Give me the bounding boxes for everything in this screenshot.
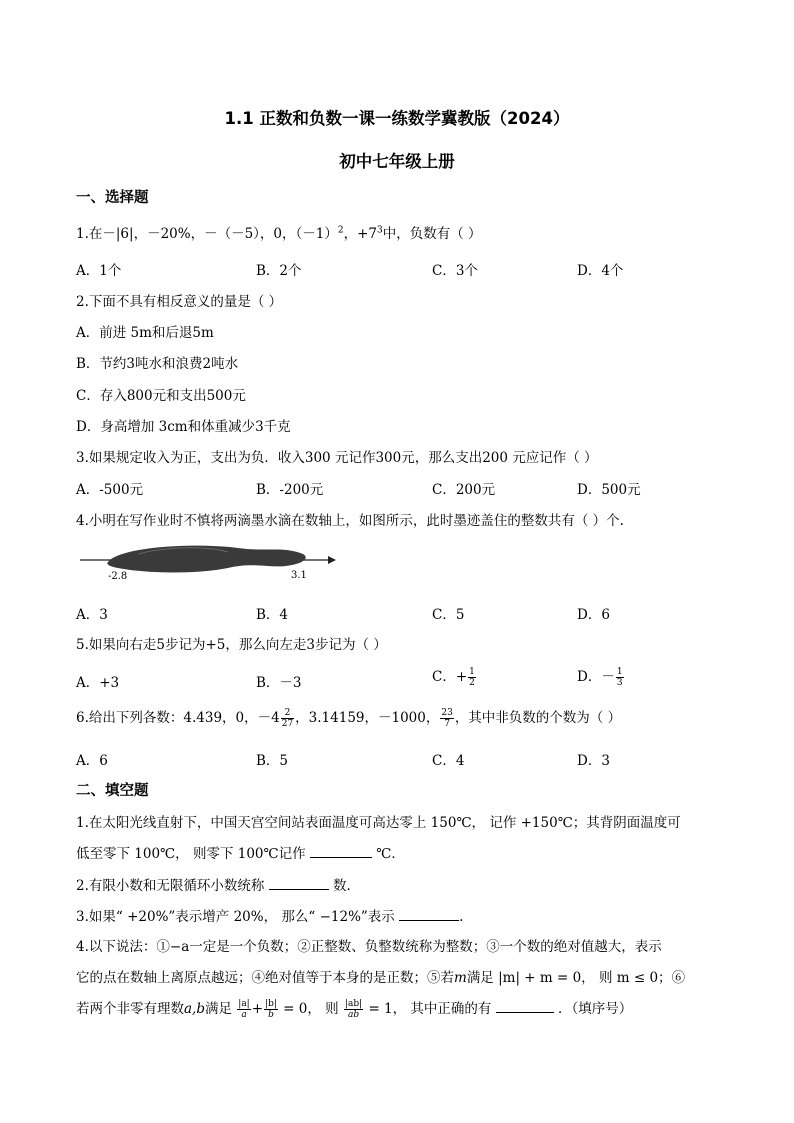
- fraction-numerator: 2: [281, 708, 294, 719]
- q3-option-b[interactable]: B．-200元: [256, 482, 324, 498]
- q6-stem-part-c: ，其中非负数的个数为（ ）: [454, 710, 622, 726]
- q3-option-c[interactable]: C．200元: [432, 482, 496, 498]
- q4-option-d[interactable]: D．6: [577, 607, 610, 623]
- fill-4-fraction-a: [237, 999, 250, 1020]
- fill-2-text-a: 2.有限小数和无限循环小数统称: [76, 878, 265, 894]
- fill-1-text-a: 低至零下 100℃， 则零下 100℃记作: [76, 846, 306, 862]
- fill-2-text-b: 数．: [332, 878, 360, 894]
- q5-option-c-prefix: C．+: [432, 669, 468, 685]
- q5-option-c-fraction: [468, 667, 476, 688]
- fill-4-plus: +: [251, 1001, 264, 1017]
- fill-4-text-g: = 0， 则: [283, 1001, 339, 1017]
- fill-3-answer-blank[interactable]: [399, 908, 459, 921]
- fill-4-line-1: [76, 935, 662, 955]
- page-subtitle: 初中七年级上册: [339, 152, 455, 171]
- section-heading-fill: 二、填空题: [76, 783, 149, 799]
- fill-4-text-c: 它的点在数轴上离原点越远；④绝对值等于本身的是正数；⑤若: [76, 970, 454, 986]
- q1-exponent-2: 3: [376, 225, 383, 236]
- fill-4-text-d: 满足 |m| + m = 0， 则 m ≤ 0；: [466, 970, 672, 986]
- q1-stem-part-b: ，+7: [343, 226, 377, 242]
- fill-4-line-3: [76, 997, 632, 1020]
- fraction-denominator: 2: [469, 678, 475, 688]
- fill-4-statement-1: ①: [156, 939, 170, 955]
- fill-4-var-m: m: [454, 970, 467, 986]
- number-line-arrow-icon: [328, 556, 336, 564]
- q5-option-a[interactable]: A．+3: [76, 675, 120, 691]
- q6-stem-part-b: ，3.14159，－1000，: [295, 710, 440, 726]
- section-heading-choice: 一、选择题: [76, 190, 149, 206]
- fill-4-fraction-ab: [344, 999, 363, 1020]
- question-6-stem: [76, 706, 621, 729]
- number-line-ink-figure: [78, 540, 338, 584]
- question-1-stem: [76, 222, 482, 242]
- q6-option-d[interactable]: D．3: [577, 753, 610, 769]
- q6-stem-part-a: 6.给出下列各数：4.439，0，－4: [76, 710, 280, 726]
- q1-stem-part-c: 中，负数有（ ）: [382, 226, 482, 242]
- q6-option-a[interactable]: A．6: [76, 753, 108, 769]
- fill-1-line-2: [76, 842, 405, 862]
- q2-option-c[interactable]: C．存入800元和支出500元: [76, 388, 246, 404]
- q4-option-a[interactable]: A．3: [76, 607, 108, 623]
- fill-3-text-a: 3.如果“ +20%”表示增产 20%， 那么“ −12%”表示: [76, 909, 395, 925]
- q5-option-d-fraction: [616, 667, 624, 688]
- fraction-numerator: |b|: [265, 999, 277, 1009]
- ink-blot-shape: [107, 546, 305, 573]
- fill-3: [76, 905, 463, 925]
- fraction-numerator: 1: [469, 667, 475, 677]
- q5-option-d-prefix: D．－: [577, 669, 615, 685]
- fill-2-answer-blank[interactable]: [269, 877, 329, 890]
- question-4-stem: 4.小明在写作业时不慎将两滴墨水滴在数轴上，如图所示，此时墨迹盖住的整数共有（ ）个.: [76, 513, 624, 529]
- q2-option-b[interactable]: B．节约3吨水和浪费2吨水: [76, 356, 239, 372]
- fraction-denominator: b: [268, 1010, 274, 1020]
- fill-4-line-2: [76, 966, 685, 986]
- fraction-denominator: ab: [347, 1010, 360, 1020]
- q3-option-a[interactable]: A．-500元: [76, 482, 144, 498]
- number-line-left-label: -2.8: [108, 571, 128, 582]
- fill-1-answer-blank[interactable]: [310, 845, 372, 858]
- q2-option-d[interactable]: D．身高增加 3cm和体重减少3千克: [76, 419, 291, 435]
- fill-4-text-i: ．（填序号）: [558, 1001, 633, 1017]
- q1-exponent-1: 2: [337, 225, 344, 236]
- q6-option-b[interactable]: B．5: [256, 753, 289, 769]
- fraction-denominator: 3: [616, 678, 623, 688]
- q5-option-d[interactable]: [577, 665, 625, 688]
- number-line-right-label: 3.1: [291, 570, 307, 581]
- fraction-denominator: a: [241, 1010, 247, 1020]
- fraction-denominator: 7: [444, 719, 450, 729]
- fill-4-var-ab: a,b: [184, 1001, 205, 1017]
- question-3-stem: 3.如果规定收入为正，支出为负．收入300 元记作300元，那么支出200 元应记作（ ）: [76, 450, 598, 466]
- fill-1-text-b: ℃．: [376, 846, 405, 862]
- fraction-numerator: 1: [616, 667, 623, 677]
- fraction-denominator: 27: [281, 719, 294, 729]
- q1-option-a[interactable]: A．1个: [76, 263, 122, 279]
- fraction-numerator: |a|: [238, 999, 250, 1009]
- question-5-stem: 5.如果向右走5步记为+5，那么向左走3步记为（ ）: [76, 637, 387, 653]
- q1-option-c[interactable]: C．3个: [432, 263, 478, 279]
- fraction-numerator: |ab|: [344, 999, 363, 1009]
- page-title: 1.1 正数和负数一课一练数学冀教版（2024）: [224, 109, 570, 128]
- fraction-numerator: 23: [441, 708, 453, 718]
- fill-4-text-f: 满足: [204, 1001, 232, 1017]
- question-2-stem: 2.下面不具有相反意义的量是（ ）: [76, 294, 283, 310]
- q5-option-b[interactable]: B．－3: [256, 675, 302, 691]
- fill-1-line-1: 1.在太阳光线直射下，中国天宫空间站表面温度可高达零上 150℃， 记作 +150℃；其背阴面温度可: [76, 815, 681, 831]
- q1-option-d[interactable]: D．4个: [577, 263, 624, 279]
- q3-option-d[interactable]: D．500元: [577, 482, 641, 498]
- q6-option-c[interactable]: C．4: [432, 753, 465, 769]
- q4-option-c[interactable]: C．5: [432, 607, 465, 623]
- q2-option-a[interactable]: A．前进 5m和后退5m: [76, 325, 214, 341]
- fill-4-text-a: 4.以下说法：: [76, 939, 157, 955]
- fill-4-text-h: = 1， 其中正确的有: [368, 1001, 492, 1017]
- q1-option-b[interactable]: B．2个: [256, 263, 302, 279]
- q5-option-c[interactable]: [432, 665, 477, 688]
- fill-4-text-b: −a一定是一个负数；②正整数、负整数统称为整数；③一个数的绝对值越大，表示: [169, 939, 662, 955]
- fill-4-statement-6: ⑥: [671, 970, 686, 986]
- q6-fraction-2: [440, 708, 453, 729]
- fill-4-fraction-b: [264, 999, 278, 1020]
- fill-2: [76, 874, 360, 894]
- fill-4-answer-blank[interactable]: [496, 1000, 554, 1013]
- q1-stem-part-a: 1.在－|6|，－20%，－（－5），0，（－1）: [76, 226, 338, 242]
- q4-option-b[interactable]: B．4: [256, 607, 289, 623]
- fill-3-text-b: .: [459, 909, 464, 925]
- q6-fraction-1: [281, 708, 294, 729]
- fill-4-text-e: 若两个非零有理数: [76, 1001, 184, 1017]
